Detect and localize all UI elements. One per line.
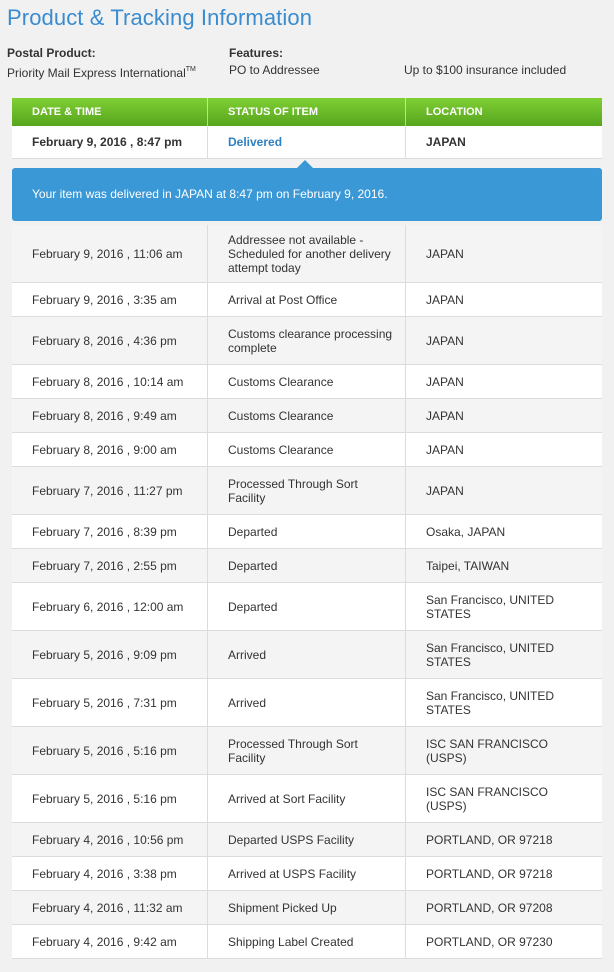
postal-product-value — [7, 62, 196, 81]
event-date: February 5, 2016 , 5:16 pm — [32, 791, 177, 806]
event-date: February 4, 2016 , 3:38 pm — [32, 866, 177, 881]
banner-pointer — [297, 160, 313, 168]
postal-product-block — [7, 46, 196, 81]
table-row — [12, 399, 602, 433]
table-row — [12, 857, 602, 891]
header-divider — [405, 98, 406, 126]
delivery-banner — [12, 168, 602, 221]
header-status: STATUS OF ITEM — [228, 106, 319, 118]
feature-po-to-addressee: PO to Addressee — [229, 63, 320, 77]
table-row — [12, 775, 602, 823]
features-block — [229, 46, 320, 78]
event-status: Customs Clearance — [228, 442, 334, 457]
event-date: February 7, 2016 , 11:27 pm — [32, 483, 183, 498]
features-label: Features: — [229, 46, 284, 60]
event-date: February 7, 2016 , 2:55 pm — [32, 558, 177, 573]
event-date: February 7, 2016 , 8:39 pm — [32, 524, 177, 539]
feature-insurance-block — [404, 62, 566, 78]
event-location: JAPAN — [426, 333, 464, 348]
event-date: February 6, 2016 , 12:00 am — [32, 599, 184, 614]
event-status: Shipping Label Created — [228, 934, 354, 949]
postal-product-label: Postal Product: — [7, 46, 96, 60]
event-location: San Francisco, UNITED STATES — [426, 688, 555, 717]
event-date: February 8, 2016 , 4:36 pm — [32, 333, 177, 348]
latest-date: February 9, 2016 , 8:47 pm — [32, 135, 183, 149]
table-row — [12, 823, 602, 857]
feature-insurance: Up to $100 insurance included — [404, 63, 567, 77]
event-status: Arrival at Post Office — [228, 292, 338, 307]
event-status: Departed — [228, 558, 278, 573]
delivery-message: Your item was delivered in JAPAN at 8:47 pm on February 9, 2016. — [32, 187, 388, 201]
page-title: Product & Tracking Information — [7, 5, 313, 30]
event-location: JAPAN — [426, 483, 464, 498]
event-status: Customs Clearance — [228, 374, 334, 389]
table-header — [12, 98, 602, 126]
event-date: February 8, 2016 , 10:14 am — [32, 374, 184, 389]
event-status: Processed Through Sort Facility — [228, 476, 358, 505]
event-status: Departed — [228, 524, 278, 539]
event-date: February 5, 2016 , 5:16 pm — [32, 743, 177, 758]
event-status: Addressee not available - Scheduled for another delivery attempt today — [228, 232, 391, 275]
event-location: JAPAN — [426, 292, 464, 307]
event-status: Arrived — [228, 647, 267, 662]
event-location: Osaka, JAPAN — [426, 524, 506, 539]
trademark-mark: TM — [185, 66, 196, 73]
header-divider — [207, 98, 208, 126]
table-row — [12, 549, 602, 583]
event-location: JAPAN — [426, 442, 464, 457]
table-row — [12, 317, 602, 365]
event-date: February 4, 2016 , 11:32 am — [32, 900, 183, 915]
table-row — [12, 679, 602, 727]
table-row — [12, 433, 602, 467]
event-location: PORTLAND, OR 97230 — [426, 934, 553, 949]
tracking-table — [12, 98, 602, 959]
event-date: February 4, 2016 , 10:56 pm — [32, 832, 184, 847]
event-status: Shipment Picked Up — [228, 900, 337, 915]
event-status: Departed — [228, 599, 278, 614]
event-status: Processed Through Sort Facility — [228, 736, 358, 765]
table-row — [12, 365, 602, 399]
event-date: February 8, 2016 , 9:49 am — [32, 408, 177, 423]
event-location: JAPAN — [426, 246, 464, 261]
table-row — [12, 891, 602, 925]
event-location: ISC SAN FRANCISCO (USPS) — [426, 736, 549, 765]
table-row — [12, 283, 602, 317]
event-location: JAPAN — [426, 408, 464, 423]
event-status: Arrived at Sort Facility — [228, 791, 346, 806]
event-date: February 5, 2016 , 9:09 pm — [32, 647, 177, 662]
table-row — [12, 225, 602, 283]
event-status: Arrived — [228, 695, 267, 710]
header-location: LOCATION — [426, 106, 483, 118]
table-row — [12, 467, 602, 515]
table-row — [12, 583, 602, 631]
event-status: Departed USPS Facility — [228, 832, 355, 847]
header-date-time: DATE & TIME — [32, 106, 102, 118]
postal-product-name: Priority Mail Express International — [7, 66, 186, 80]
latest-event-row — [12, 126, 602, 159]
table-row — [12, 925, 602, 959]
event-location: PORTLAND, OR 97208 — [426, 900, 553, 915]
event-date: February 9, 2016 , 3:35 am — [32, 292, 177, 307]
product-info — [7, 46, 607, 86]
table-row — [12, 515, 602, 549]
event-location: JAPAN — [426, 374, 464, 389]
event-location: San Francisco, UNITED STATES — [426, 592, 555, 621]
event-date: February 4, 2016 , 9:42 am — [32, 934, 177, 949]
event-location: PORTLAND, OR 97218 — [426, 832, 553, 847]
event-location: PORTLAND, OR 97218 — [426, 866, 553, 881]
event-date: February 5, 2016 , 7:31 pm — [32, 695, 177, 710]
event-date: February 8, 2016 , 9:00 am — [32, 442, 177, 457]
latest-location: JAPAN — [426, 135, 466, 149]
event-location: ISC SAN FRANCISCO (USPS) — [426, 784, 549, 813]
event-location: Taipei, TAIWAN — [426, 558, 510, 573]
event-location: San Francisco, UNITED STATES — [426, 640, 555, 669]
event-status: Customs Clearance — [228, 408, 334, 423]
latest-status: Delivered — [228, 135, 283, 149]
event-rows — [12, 225, 602, 959]
event-status: Customs clearance processing complete — [228, 326, 393, 355]
event-status: Arrived at USPS Facility — [228, 866, 357, 881]
table-row — [12, 727, 602, 775]
event-date: February 9, 2016 , 11:06 am — [32, 246, 183, 261]
table-row — [12, 631, 602, 679]
